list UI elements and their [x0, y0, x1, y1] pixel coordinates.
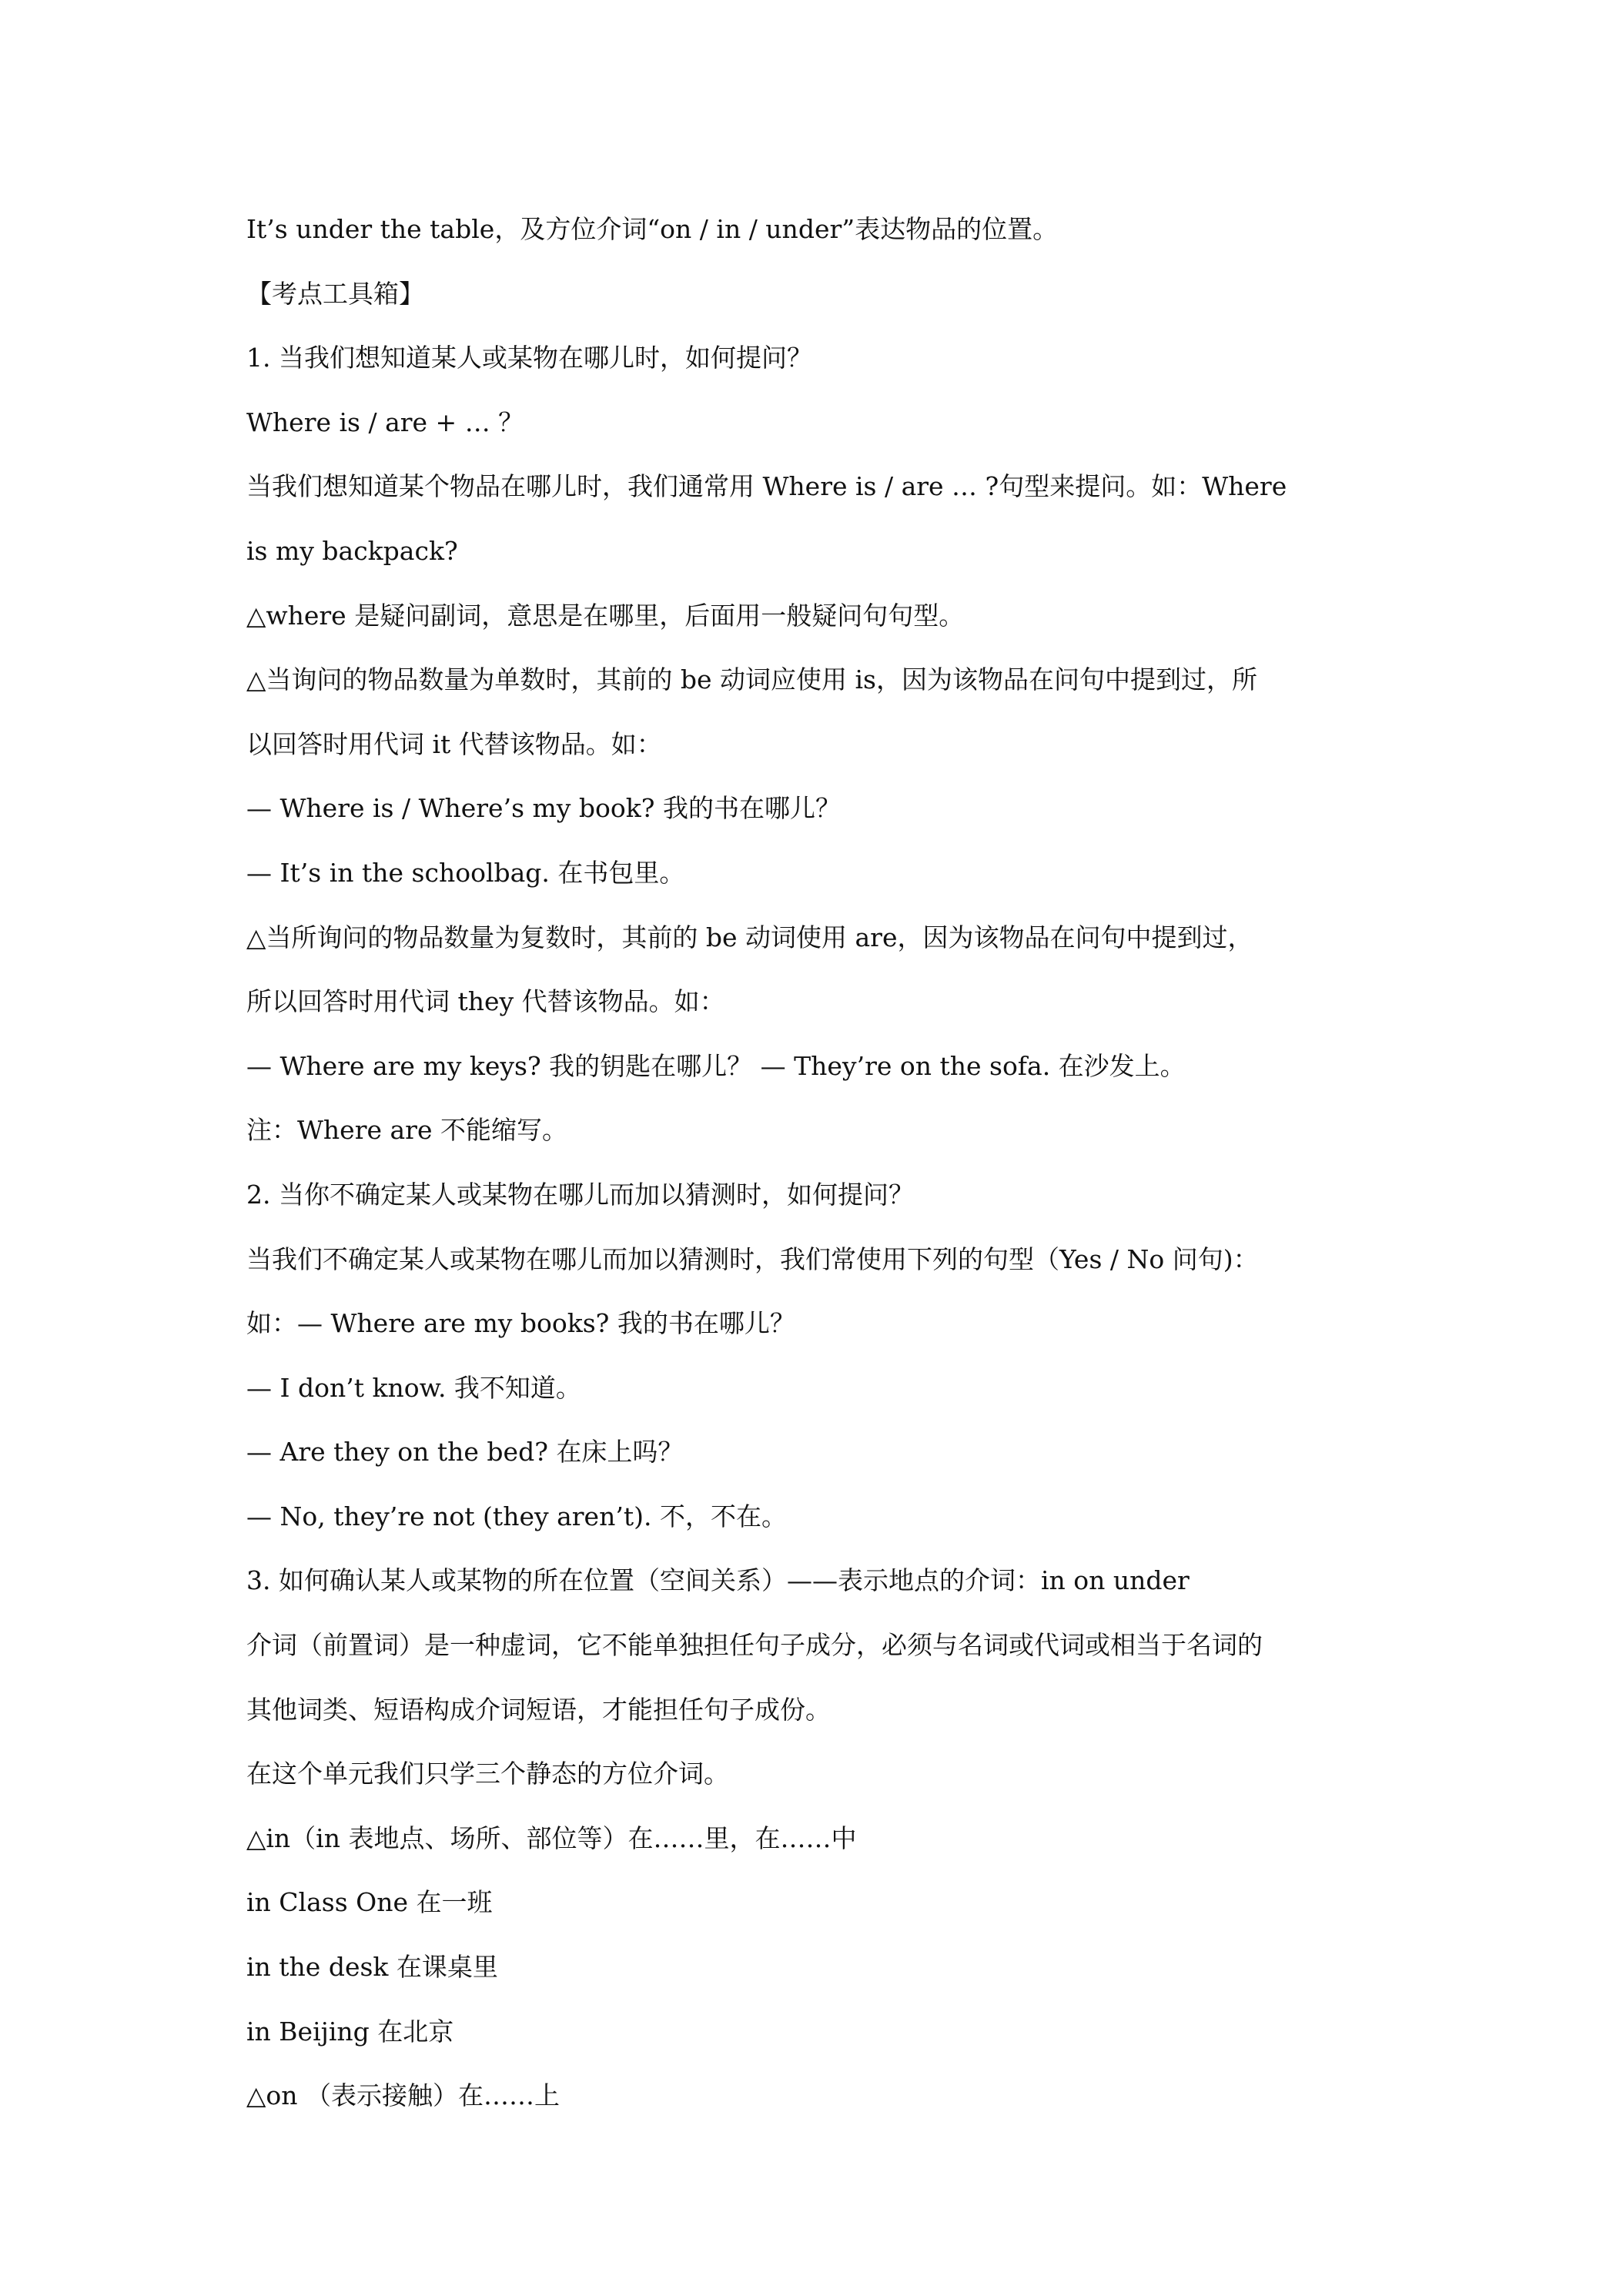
text-line: 当我们想知道某个物品在哪儿时，我们通常用 Where is / are … ?句型来提问。如：Where [246, 471, 1287, 502]
text-line: is my backpack? [246, 535, 458, 566]
text-line: 其他词类、短语构成介词短语，才能担任句子成份。 [246, 1694, 831, 1725]
text-line: 当我们不确定某人或某物在哪儿而加以猜测时，我们常使用下列的句型（Yes / No 问句)： [246, 1243, 1259, 1274]
example-line: in Class One 在一班 [246, 1887, 493, 1918]
text-line: 所以回答时用代词 they 代替该物品。如： [246, 986, 725, 1017]
text-line: Where is / are + … ？ [246, 407, 524, 437]
text-line: 介词（前置词）是一种虚词，它不能单独担任句子成分，必须与名词或代词或相当于名词的 [246, 1630, 1263, 1661]
note-line: 注：Where are 不能缩写。 [246, 1115, 567, 1146]
text-line: It’s under the table，及方位介词“on / in / under”表达物品的位置。 [246, 214, 1059, 244]
text-line: △当所询问的物品数量为复数时，其前的 be 动词使用 are，因为该物品在问句中提到过， [246, 922, 1253, 952]
section-heading: 【考点工具箱】 [246, 278, 424, 309]
text-line: 在这个单元我们只学三个静态的方位介词。 [246, 1759, 729, 1789]
example-line: in Beijing 在北京 [246, 2016, 454, 2047]
question-heading: 1. 当我们想知道某人或某物在哪儿时，如何提问？ [246, 343, 812, 373]
example-line: — No, they’re not (they aren’t). 不，不在。 [246, 1501, 787, 1531]
text-line: △where 是疑问副词，意思是在哪里，后面用一般疑问句句型。 [246, 600, 965, 631]
example-line: — It’s in the schoolbag. 在书包里。 [246, 857, 685, 888]
text-line: △on （表示接触）在……上 [246, 2080, 560, 2111]
example-line: in the desk 在课桌里 [246, 1952, 498, 1983]
text-line: △in（in 表地点、场所、部位等）在……里，在……中 [246, 1822, 857, 1853]
text-line: △当询问的物品数量为单数时，其前的 be 动词应使用 is，因为该物品在问句中提到过，所 [246, 664, 1257, 695]
question-heading: 3. 如何确认某人或某物的所在位置（空间关系）——表示地点的介词：in on under [246, 1565, 1190, 1596]
example-line: — Are they on the bed? 在床上吗？ [246, 1437, 684, 1468]
example-line: 如：— Where are my books? 我的书在哪儿？ [246, 1308, 795, 1339]
example-line: — I don’t know. 我不知道。 [246, 1372, 581, 1403]
text-line: 以回答时用代词 it 代替该物品。如： [246, 728, 662, 759]
example-line: — Where are my keys? 我的钥匙在哪儿？ — They’re on the sofa. 在沙发上。 [246, 1050, 1186, 1081]
example-line: — Where is / Where’s my book? 我的书在哪儿？ [246, 793, 841, 824]
document-body [246, 206, 1386, 2137]
question-heading: 2. 当你不确定某人或某物在哪儿而加以猜测时，如何提问？ [246, 1179, 914, 1210]
